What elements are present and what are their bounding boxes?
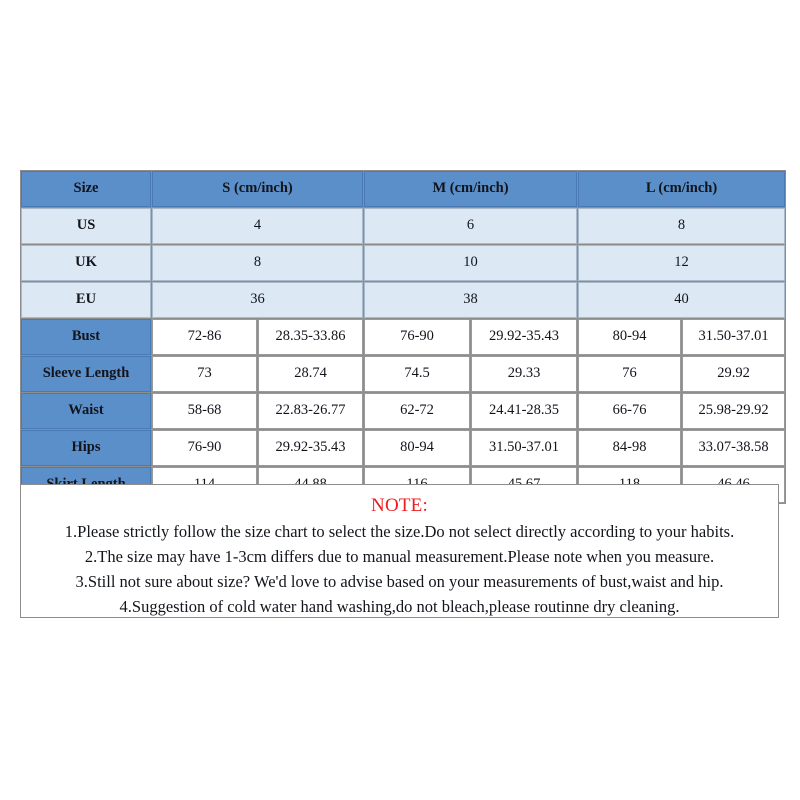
cell-sleeve-m-cm: 74.5 <box>364 356 470 392</box>
row-label-uk: UK <box>21 245 151 281</box>
cell-eu-m: 38 <box>364 282 577 318</box>
cell-hips-s-in: 29.92-35.43 <box>258 430 363 466</box>
table-row <box>21 208 785 244</box>
note-line-3: 3.Still not sure about size? We'd love to advise based on your measurements of bust,waist and hip. <box>75 572 724 591</box>
note-title: NOTE: <box>371 495 428 516</box>
header-cell-l: L (cm/inch) <box>578 171 785 207</box>
cell-us-s: 4 <box>152 208 363 244</box>
cell-hips-m-cm: 80-94 <box>364 430 470 466</box>
table-row <box>21 319 785 355</box>
size-chart-body <box>21 171 785 503</box>
cell-uk-s: 8 <box>152 245 363 281</box>
table-header-row <box>21 171 785 207</box>
cell-sleeve-s-cm: 73 <box>152 356 257 392</box>
note-box <box>20 484 779 618</box>
row-label-waist: Waist <box>21 393 151 429</box>
table-row <box>21 430 785 466</box>
header-cell-s: S (cm/inch) <box>152 171 363 207</box>
cell-bust-s-in: 28.35-33.86 <box>258 319 363 355</box>
cell-bust-m-in: 29.92-35.43 <box>471 319 577 355</box>
cell-waist-l-in: 25.98-29.92 <box>682 393 785 429</box>
size-chart-table <box>20 170 786 504</box>
row-label-sleeve-length: Sleeve Length <box>21 356 151 392</box>
cell-uk-l: 12 <box>578 245 785 281</box>
header-cell-size: Size <box>21 171 151 207</box>
cell-bust-s-cm: 72-86 <box>152 319 257 355</box>
cell-eu-l: 40 <box>578 282 785 318</box>
cell-us-m: 6 <box>364 208 577 244</box>
table-row <box>21 282 785 318</box>
row-label-us: US <box>21 208 151 244</box>
cell-us-l: 8 <box>578 208 785 244</box>
cell-sleeve-l-in: 29.92 <box>682 356 785 392</box>
note-line-2: 2.The size may have 1-3cm differs due to manual measurement.Please note when you measure. <box>84 547 715 566</box>
cell-waist-m-in: 24.41-28.35 <box>471 393 577 429</box>
cell-sleeve-s-in: 28.74 <box>258 356 363 392</box>
note-line-4: 4.Suggestion of cold water hand washing,do not bleach,please routinne dry cleaning. <box>119 597 680 616</box>
row-label-eu: EU <box>21 282 151 318</box>
cell-bust-l-in: 31.50-37.01 <box>682 319 785 355</box>
row-label-hips: Hips <box>21 430 151 466</box>
cell-bust-m-cm: 76-90 <box>364 319 470 355</box>
cell-waist-s-in: 22.83-26.77 <box>258 393 363 429</box>
cell-hips-l-in: 33.07-38.58 <box>682 430 785 466</box>
header-cell-m: M (cm/inch) <box>364 171 577 207</box>
cell-waist-l-cm: 66-76 <box>578 393 681 429</box>
row-label-bust: Bust <box>21 319 151 355</box>
table-row <box>21 356 785 392</box>
cell-hips-s-cm: 76-90 <box>152 430 257 466</box>
table-row <box>21 245 785 281</box>
cell-sleeve-l-cm: 76 <box>578 356 681 392</box>
cell-hips-l-cm: 84-98 <box>578 430 681 466</box>
cell-uk-m: 10 <box>364 245 577 281</box>
cell-waist-m-cm: 62-72 <box>364 393 470 429</box>
table-row <box>21 393 785 429</box>
note-line-1: 1.Please strictly follow the size chart to select the size.Do not select directly according to your habits. <box>64 522 735 541</box>
cell-sleeve-m-in: 29.33 <box>471 356 577 392</box>
cell-bust-l-cm: 80-94 <box>578 319 681 355</box>
cell-hips-m-in: 31.50-37.01 <box>471 430 577 466</box>
cell-waist-s-cm: 58-68 <box>152 393 257 429</box>
cell-eu-s: 36 <box>152 282 363 318</box>
